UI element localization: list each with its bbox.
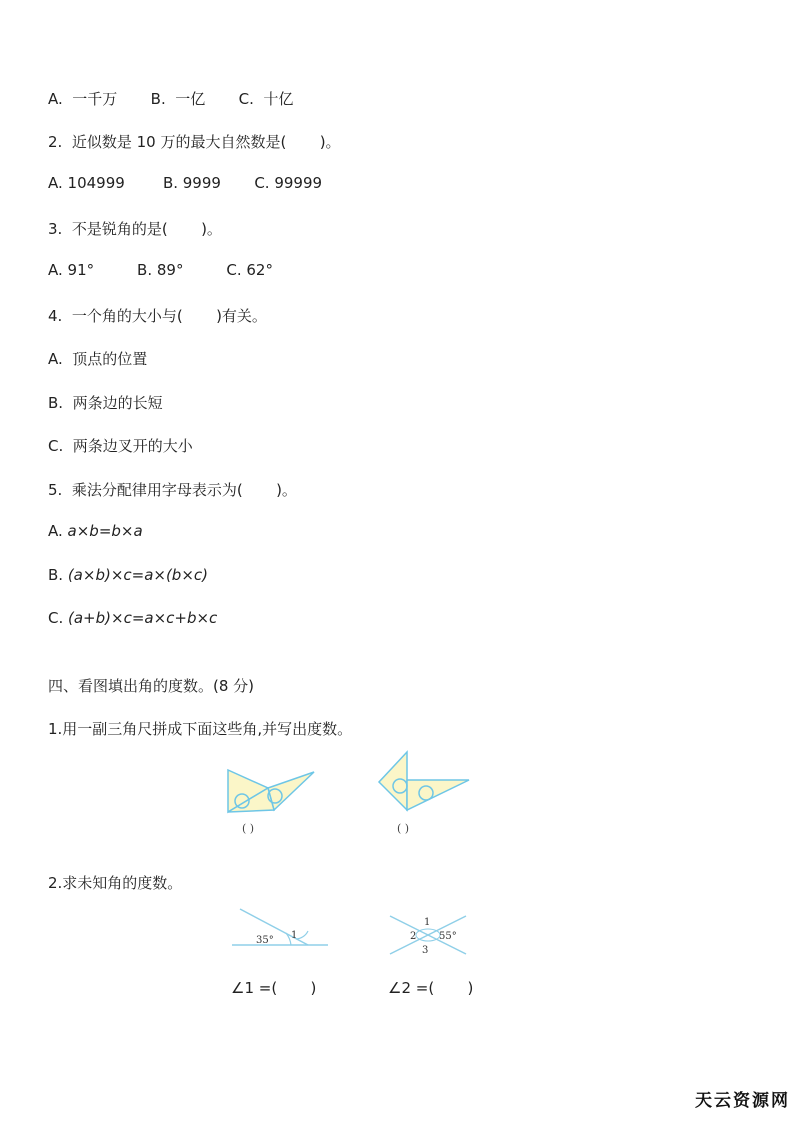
section4-part2: 2.求未知角的度数。 bbox=[48, 874, 183, 892]
angle-1-label: 1 bbox=[291, 930, 298, 941]
angle-35-label: 35° bbox=[256, 935, 274, 946]
q4-option-c: C. 两条边叉开的大小 bbox=[48, 437, 193, 455]
angle-label-55: 55° bbox=[439, 931, 457, 942]
q5-option-a-expr: a×b=b×a bbox=[67, 522, 143, 540]
q4-option-b: B. 两条边的长短 bbox=[48, 394, 163, 412]
q4-stem: 4. 一个角的大小与( )有关。 bbox=[48, 307, 267, 325]
q2-stem: 2. 近似数是 10 万的最大自然数是( )。 bbox=[48, 133, 341, 151]
paren-left: ( ) bbox=[242, 822, 255, 835]
set-square-figure-right bbox=[375, 748, 475, 840]
q4-option-a: A. 顶点的位置 bbox=[48, 350, 148, 368]
q5-option-c-prefix: C. bbox=[48, 609, 69, 627]
q3-stem: 3. 不是锐角的是( )。 bbox=[48, 220, 222, 238]
q5-option-b bbox=[48, 566, 208, 584]
q5-option-a bbox=[48, 522, 143, 540]
q5-option-a-prefix: A. bbox=[48, 522, 68, 540]
q5-stem: 5. 乘法分配律用字母表示为( )。 bbox=[48, 481, 297, 499]
q2-options: A. 104999 B. 9999 C. 99999 bbox=[48, 174, 323, 192]
q5-option-c bbox=[48, 609, 217, 627]
paren-right: ( ) bbox=[397, 822, 410, 835]
watermark-logo: 天云资源网 bbox=[695, 1091, 790, 1111]
q5-option-b-expr: (a×b)×c=a×(b×c) bbox=[67, 566, 208, 584]
intersecting-lines-figure bbox=[386, 910, 471, 960]
q5-option-c-expr: (a+b)×c=a×c+b×c bbox=[68, 609, 218, 627]
triangle-e bbox=[407, 780, 469, 810]
set-square-figure-left bbox=[222, 760, 322, 840]
triangle-b bbox=[268, 772, 314, 810]
section4-title: 四、看图填出角的度数。(8 分) bbox=[48, 677, 255, 695]
slant-line bbox=[240, 909, 308, 945]
triangle-d bbox=[379, 752, 407, 810]
angle-label-1: 1 bbox=[424, 917, 431, 928]
angle-arc-right bbox=[296, 931, 308, 939]
q3-options: A. 91° B. 89° C. 62° bbox=[48, 261, 273, 279]
angle-label-3: 3 bbox=[422, 945, 429, 956]
q1-options: A. 一千万 B. 一亿 C. 十亿 bbox=[48, 90, 294, 108]
angle-label-2: 2 bbox=[410, 931, 417, 942]
straight-angle-figure bbox=[228, 903, 333, 953]
q5-option-b-prefix: B. bbox=[48, 566, 68, 584]
answer-angle-2: ∠2 =( ) bbox=[388, 979, 474, 997]
answer-angle-1: ∠1 =( ) bbox=[231, 979, 317, 997]
section4-part1: 1.用一副三角尺拼成下面这些角,并写出度数。 bbox=[48, 720, 353, 738]
